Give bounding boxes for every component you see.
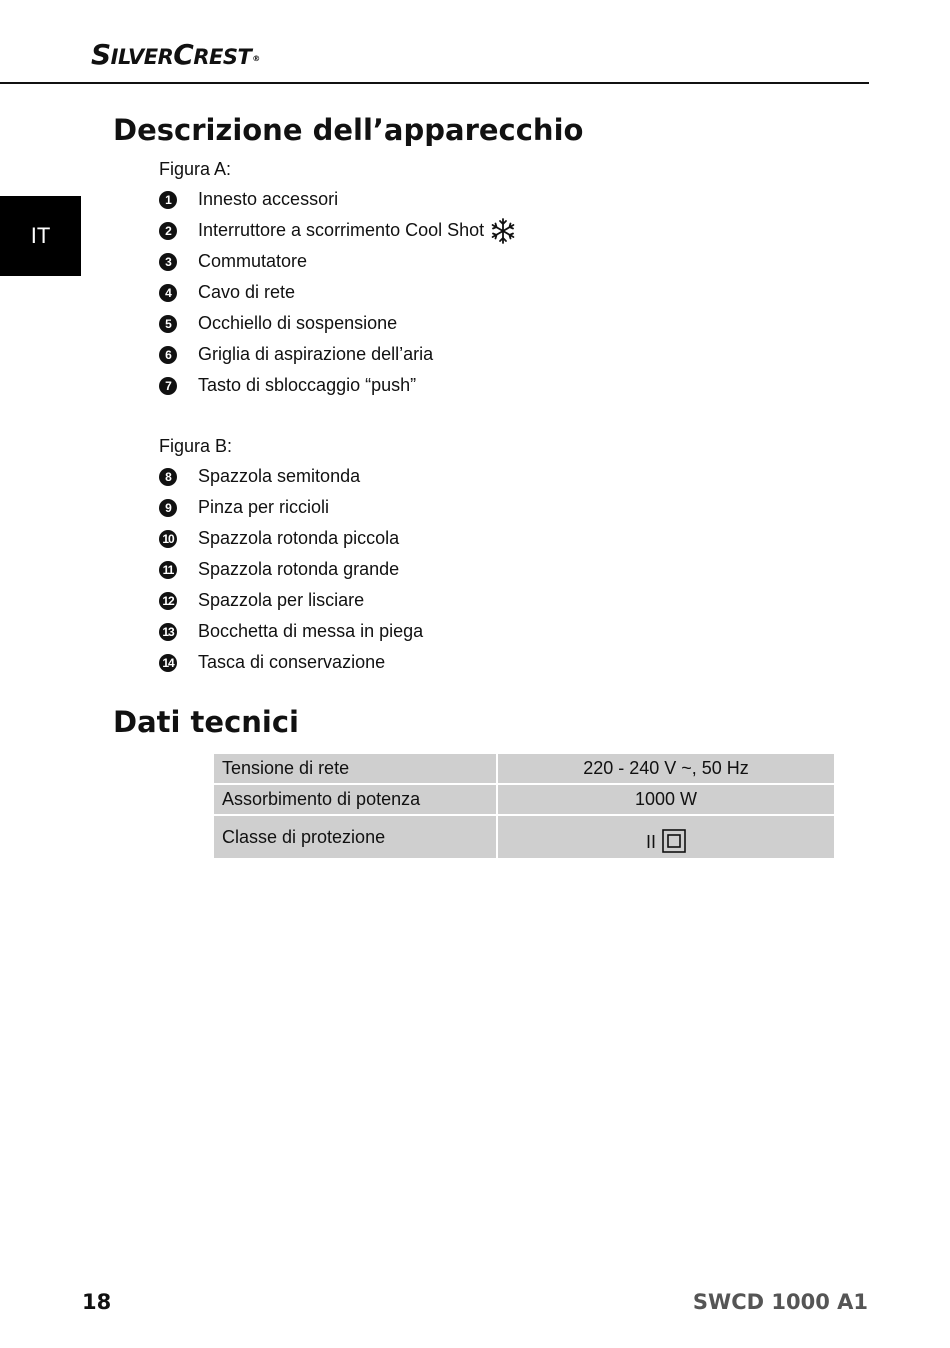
figure-a-parts-list — [159, 184, 517, 401]
item-number-badge: 5 — [159, 315, 177, 333]
item-number-badge: 10 — [159, 530, 177, 548]
item-label: Spazzola rotonda piccola — [198, 528, 400, 548]
technical-data-table — [212, 752, 836, 860]
item-number-badge: 3 — [159, 253, 177, 271]
item-number-badge: 13 — [159, 623, 177, 641]
list-item — [159, 339, 517, 370]
item-label: Innesto accessori — [198, 189, 339, 209]
list-item — [159, 277, 517, 308]
table-cell-label: Tensione di rete — [213, 753, 497, 784]
table-cell-value: 220 - 240 V ~, 50 Hz — [497, 753, 835, 784]
item-number-badge: 11 — [159, 561, 177, 579]
item-number-badge: 8 — [159, 468, 177, 486]
snowflake-icon — [489, 217, 517, 245]
list-item — [159, 492, 423, 523]
item-label: Spazzola semitonda — [198, 466, 361, 486]
table-row — [213, 815, 835, 859]
item-label: Tasca di conservazione — [198, 652, 386, 672]
language-tab — [0, 196, 81, 276]
list-item — [159, 215, 517, 246]
item-label: Spazzola rotonda grande — [198, 559, 400, 579]
item-label: Cavo di rete — [198, 282, 296, 302]
item-number-badge: 7 — [159, 377, 177, 395]
table-row — [213, 753, 835, 784]
item-label: Pinza per riccioli — [198, 497, 330, 517]
list-item — [159, 461, 423, 492]
item-label: Bocchetta di messa in piega — [198, 621, 424, 641]
item-number-badge: 1 — [159, 191, 177, 209]
table-cell-value: 1000 W — [497, 784, 835, 815]
item-number-badge: 12 — [159, 592, 177, 610]
page-number: 18 — [82, 1290, 112, 1314]
header-divider — [0, 82, 869, 84]
section-title-technical-data: Dati tecnici — [113, 705, 299, 739]
item-label: Griglia di aspirazione dell’aria — [198, 344, 434, 364]
list-item — [159, 616, 423, 647]
table-cell-label: Classe di protezione — [213, 815, 497, 859]
item-number-badge: 6 — [159, 346, 177, 364]
list-item — [159, 554, 423, 585]
list-item — [159, 184, 517, 215]
item-label: Commutatore — [198, 251, 308, 271]
list-item — [159, 246, 517, 277]
figure-b-caption: Figura B: — [159, 436, 233, 456]
table-cell-label: Assorbimento di potenza — [213, 784, 497, 815]
list-item — [159, 370, 517, 401]
table-cell-value — [497, 815, 835, 859]
language-tab-label: IT — [30, 223, 51, 248]
section-title-description: Descrizione dell’apparecchio — [113, 113, 584, 147]
brand-logo: SILVERCREST® — [91, 38, 260, 71]
list-item — [159, 308, 517, 339]
item-label: Tasto di sbloccaggio “push” — [198, 375, 417, 395]
protection-class-ii-icon — [662, 829, 686, 853]
table-row — [213, 784, 835, 815]
model-number: SWCD 1000 A1 — [692, 1290, 868, 1314]
protection-class-label: II — [645, 832, 656, 852]
list-item — [159, 647, 423, 678]
item-label: Occhiello di sospensione — [198, 313, 398, 333]
item-label: Interruttore a scorrimento Cool Shot — [198, 220, 485, 240]
figure-a-caption: Figura A: — [159, 159, 232, 179]
item-number-badge: 9 — [159, 499, 177, 517]
protection-class — [646, 821, 686, 853]
list-item — [159, 523, 423, 554]
item-label: Spazzola per lisciare — [198, 590, 365, 610]
list-item — [159, 585, 423, 616]
item-number-badge: 4 — [159, 284, 177, 302]
item-number-badge: 14 — [159, 654, 177, 672]
item-number-badge: 2 — [159, 222, 177, 240]
figure-b-parts-list — [159, 461, 423, 678]
